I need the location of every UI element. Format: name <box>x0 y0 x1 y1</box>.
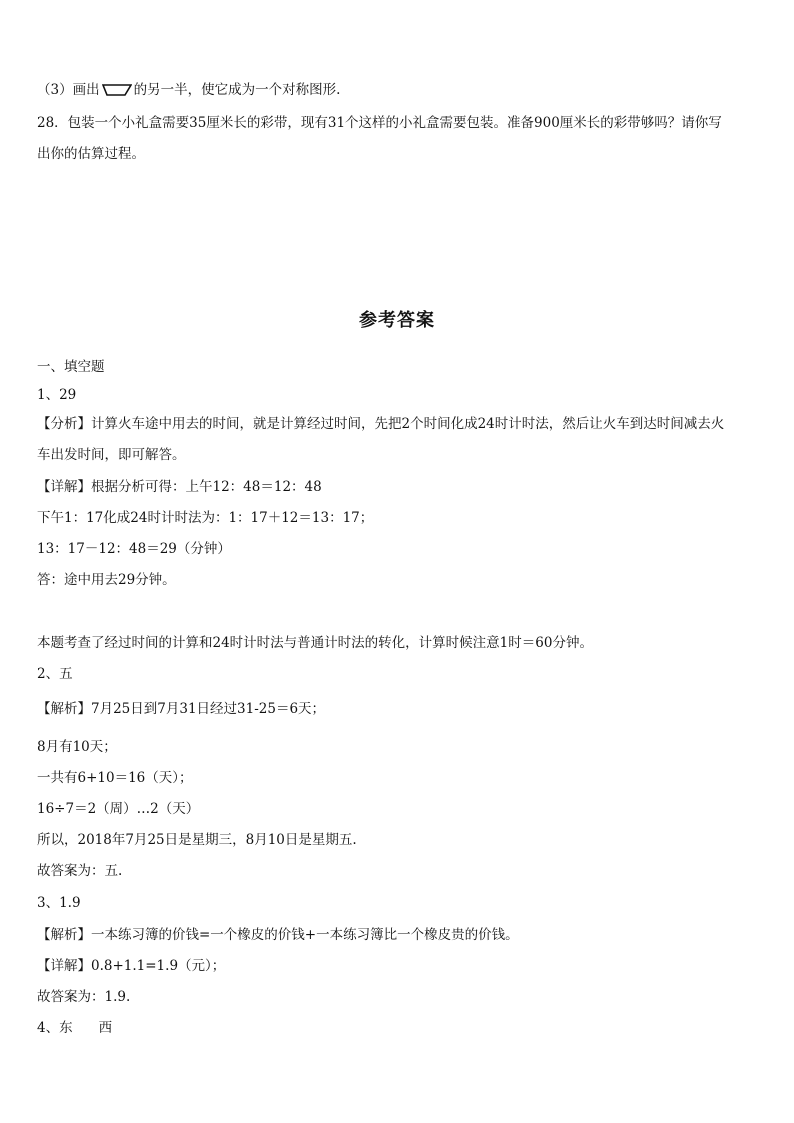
answer-3-line-3: 故答案为：1.9. <box>37 989 131 1005</box>
answer-2-line-6: 故答案为：五. <box>37 863 123 879</box>
q3-suffix: 的另一半，使它成为一个对称图形. <box>133 82 341 98</box>
section-heading: 一、填空题 <box>37 359 105 375</box>
answer-3-line-2: 【详解】0.8+1.1=1.9（元）； <box>37 958 226 974</box>
answer-2-line-1: 【解析】7月25日到7月31日经过31-25＝6天； <box>37 701 326 717</box>
answer-2-line-3: 一共有6+10＝16（天）； <box>37 770 193 786</box>
answers-title: 参考答案 <box>359 310 435 331</box>
answer-2-line-5: 所以，2018年7月25日是星期三，8月10日是星期五. <box>37 832 357 848</box>
answer-3-line-1: 【解析】一本练习簿的价钱=一个橡皮的价钱+一本练习簿比一个橡皮贵的价钱。 <box>37 927 519 943</box>
q3-prefix: （3）画出 <box>37 82 100 98</box>
answer-1-detail-line-4: 答：途中用去29分钟。 <box>37 572 176 588</box>
answer-3-number: 3、1.9 <box>37 895 81 911</box>
half-trapezoid-icon <box>102 83 132 97</box>
answer-1-note: 本题考查了经过时间的计算和24时计时法与普通计时法的转化，计算时候注意1时＝60分钟。 <box>37 635 593 651</box>
answer-4-line <box>37 1018 760 1038</box>
answer-1-detail-line-1: 【详解】根据分析可得：上午12：48＝12：48 <box>37 479 322 495</box>
answer-1-number: 1、29 <box>37 387 77 403</box>
answer-2-number: 2、五 <box>37 666 73 682</box>
answer-1-detail-line-2: 下午1：17化成24时计时法为：1：17＋12＝13：17； <box>37 510 374 526</box>
question-28-line-1: 28．包装一个小礼盒需要35厘米长的彩带，现有31个这样的小礼盒需要包装。准备900厘米长的彩带够吗？请你写 <box>37 115 722 131</box>
answer-1-analysis-line-2: 车出发时间，即可解答。 <box>37 447 186 463</box>
answer-2-line-2: 8月有10天； <box>37 739 117 755</box>
question-3-sub <box>37 80 760 100</box>
answer-1-detail-line-3: 13：17－12：48＝29（分钟） <box>37 541 231 557</box>
answer-4-number: 4、东 <box>37 1020 73 1036</box>
answer-1-analysis-line-1: 【分析】计算火车途中用去的时间，就是计算经过时间，先把2个时间化成24时计时法，然后让火车到达时间减去火 <box>37 416 725 432</box>
answer-2-line-4: 16÷7＝2（周）…2（天） <box>37 801 200 817</box>
question-28-line-2: 出你的估算过程。 <box>37 146 145 162</box>
answer-4-second: 西 <box>98 1020 113 1036</box>
